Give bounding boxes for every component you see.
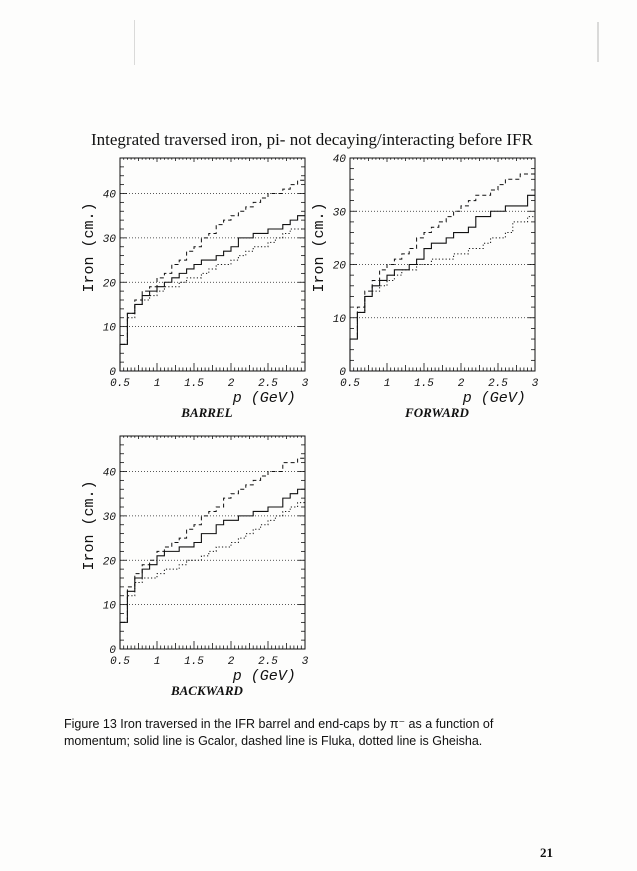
x-tick-label: 0.5 [340,378,360,390]
caption-line: momentum; solid line is Gcalor, dashed line is Fluka, dotted line is Gheisha. [64,734,483,748]
x-tick-label: 0.5 [110,378,130,390]
page-title: Integrated traversed iron, pi- not decaying/interacting before IFR [91,130,533,149]
page-number: 21 [540,845,553,860]
y-tick-label: 30 [102,233,116,246]
barrel-chart [70,145,330,430]
y-tick-label: 30 [332,207,346,220]
x-tick-label: 3 [301,656,309,668]
forward-chart [300,145,560,430]
y-axis-label: Iron (cm.) [81,202,98,293]
region-label: FORWARD [405,405,469,420]
y-axis-label: Iron (cm.) [311,202,328,293]
series-fluka-line [120,176,305,371]
x-tick-label: 2.5 [258,378,278,390]
plot-frame [120,158,305,371]
x-tick-label: 2.5 [258,656,278,668]
series-gheisha-line [120,225,305,371]
y-tick-label: 30 [102,511,116,524]
y-tick-label: 0 [339,367,346,379]
x-tick-label: 1.5 [184,378,204,390]
backward-chart [70,423,330,708]
x-tick-label: 1 [383,378,391,390]
y-tick-label: 0 [109,367,116,379]
x-tick-label: 1 [153,378,161,390]
y-tick-label: 10 [332,313,346,326]
region-label: BARREL [181,405,233,420]
x-tick-label: 2.5 [488,378,508,390]
x-tick-label: 1 [153,656,161,668]
y-tick-label: 20 [332,260,346,273]
y-tick-label: 40 [332,154,346,166]
x-axis-label: p (GeV) [232,390,296,407]
y-tick-label: 20 [102,278,116,291]
y-tick-label: 10 [102,600,116,613]
y-tick-label: 10 [102,322,116,335]
plot-frame [120,436,305,649]
series-gheisha-line [120,503,305,649]
y-tick-label: 40 [102,189,116,202]
series-fluka-line [350,169,535,371]
series-gheisha-line [350,217,535,371]
x-tick-label: 1.5 [414,378,434,390]
scan-artifact [134,20,135,65]
scan-artifact [597,22,599,62]
region-label: BACKWARD [170,683,243,698]
series-fluka-line [120,454,305,649]
y-tick-label: 40 [102,467,116,480]
x-tick-label: 2 [227,656,235,668]
x-tick-label: 2 [457,378,465,390]
x-axis-label: p (GeV) [232,668,296,685]
series-gcalor-line [120,489,305,649]
y-tick-label: 0 [109,645,116,657]
x-tick-label: 0.5 [110,656,130,668]
figure-caption [64,716,564,750]
x-tick-label: 3 [301,378,309,390]
x-tick-label: 1.5 [184,656,204,668]
x-axis-label: p (GeV) [462,390,526,407]
series-gcalor-line [120,216,305,371]
x-tick-label: 2 [227,378,235,390]
caption-line: Figure 13 Iron traversed in the IFR barrel and end-caps by π⁻ as a function of [64,717,494,731]
y-tick-label: 20 [102,556,116,569]
y-axis-label: Iron (cm.) [81,480,98,571]
x-tick-label: 3 [531,378,539,390]
